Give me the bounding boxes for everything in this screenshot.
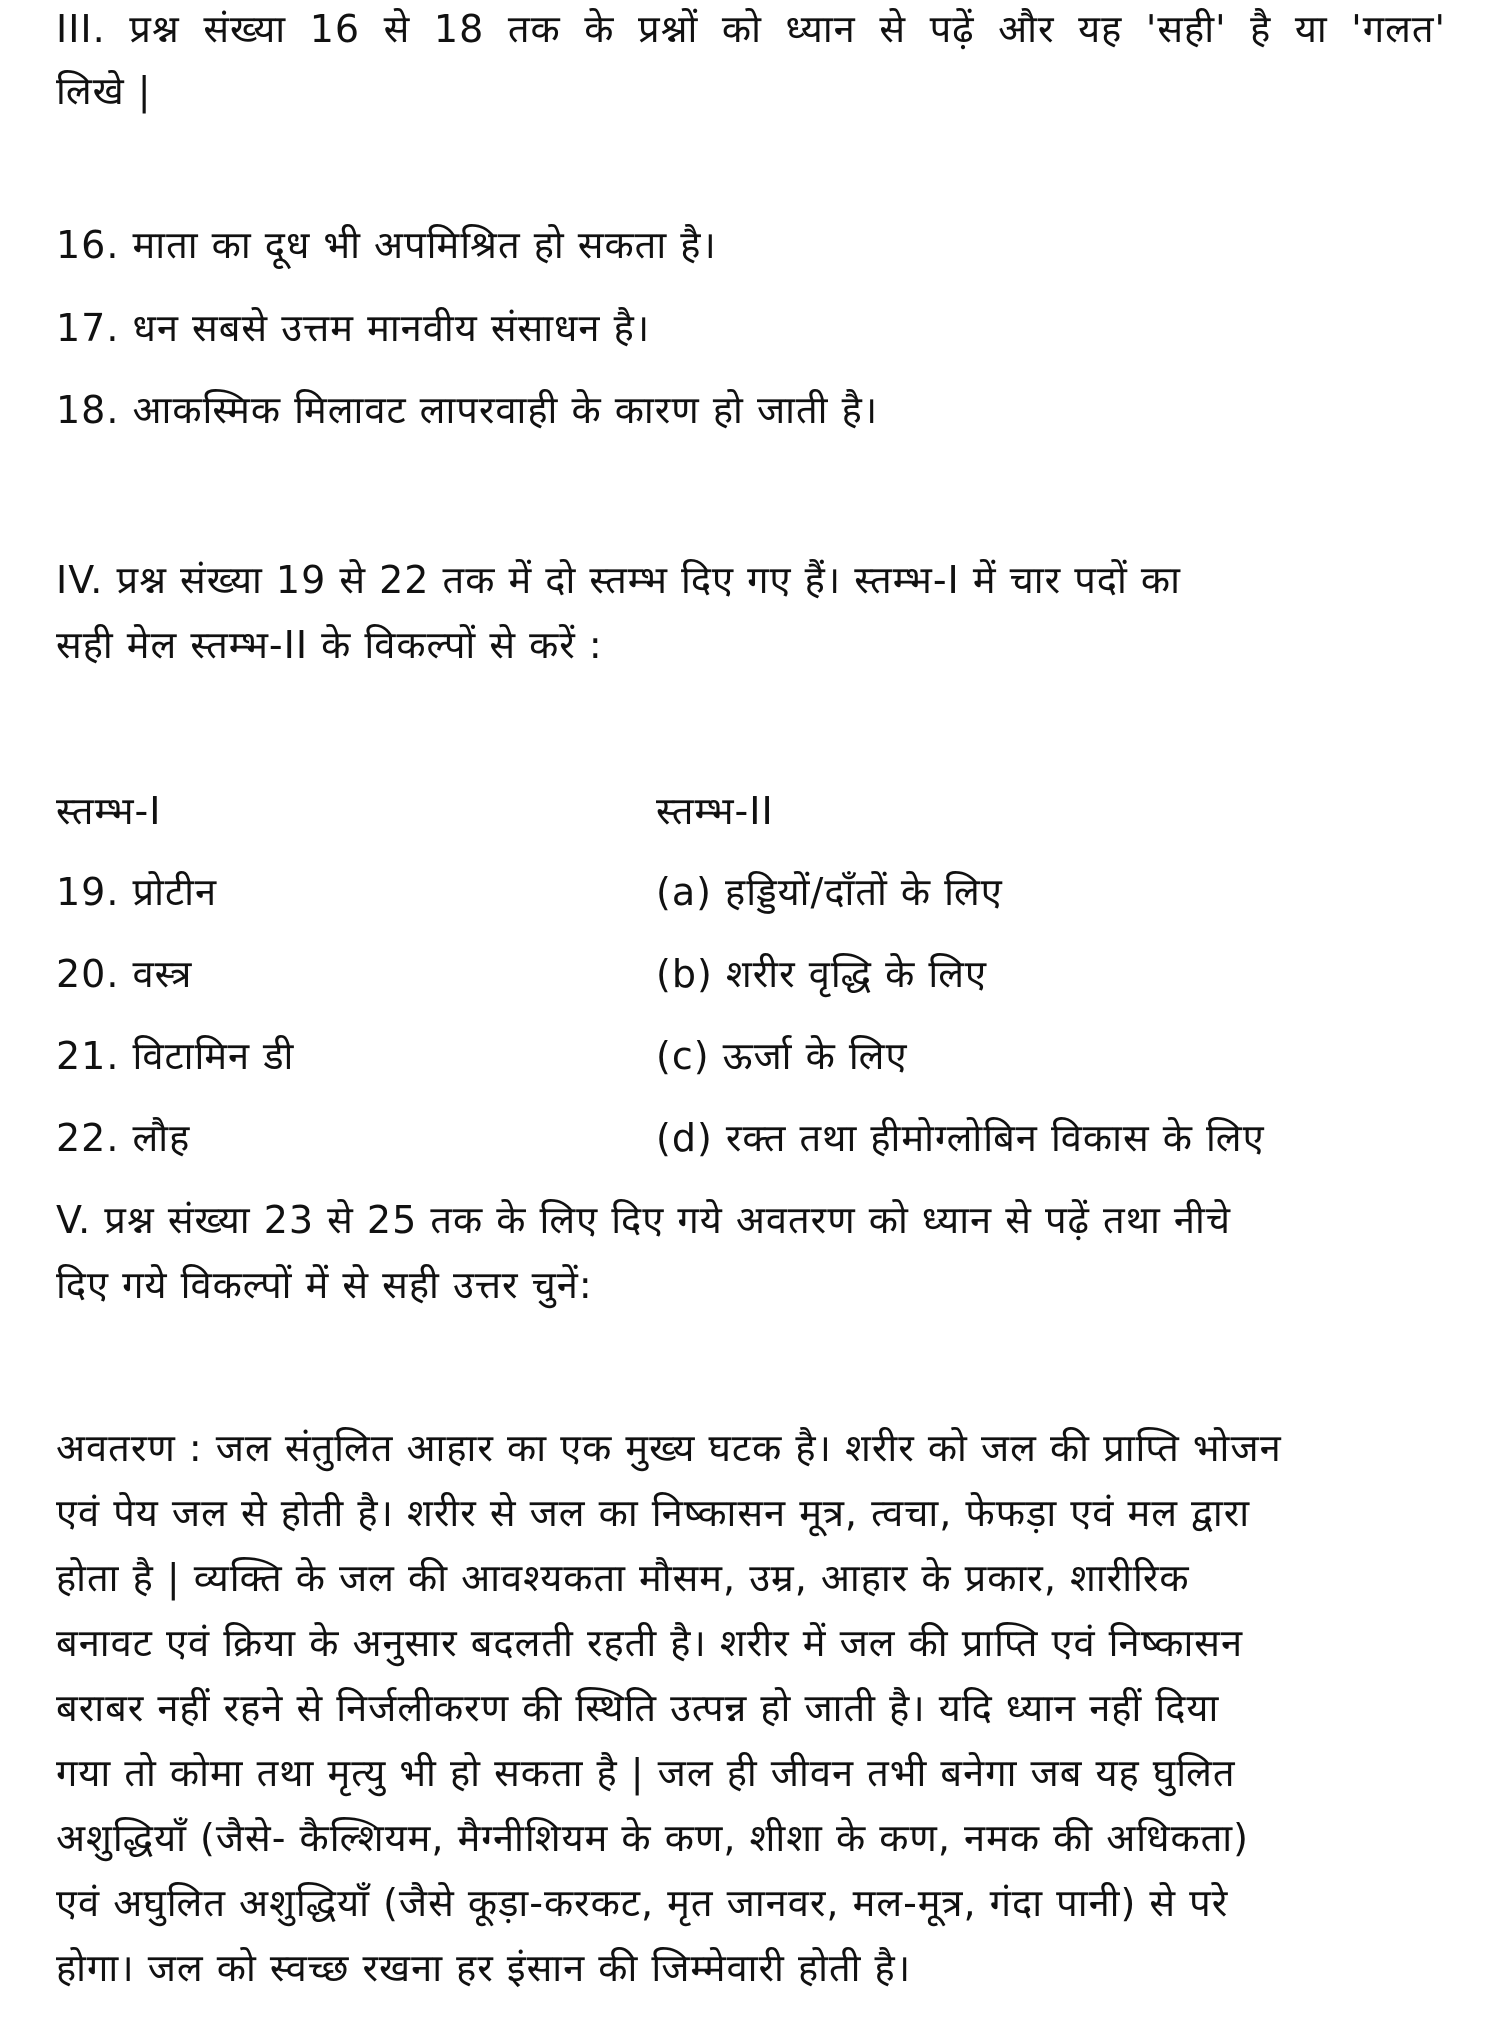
match-item-21: 21. विटामिन डी <box>56 1034 295 1078</box>
match-option-a: (a) हड्डियों/दाँतों के लिए <box>656 870 1003 914</box>
question-18: 18. आकस्मिक मिलावट लापरवाही के कारण हो जाती है। <box>56 388 879 432</box>
match-option-d: (d) रक्त तथा हीमोग्लोबिन विकास के लिए <box>656 1116 1265 1160</box>
section-4-instruction-line-2: सही मेल स्तम्भ-II के विकल्पों से करें : <box>56 623 603 667</box>
passage-line-9: होगा। जल को स्वच्छ रखना हर इंसान की जिम्मेवारी होती है। <box>56 1946 912 1990</box>
passage-line-3: होता है | व्यक्ति के जल की आवश्यकता मौसम, उम्र, आहार के प्रकार, शारीरिक <box>56 1556 1190 1600</box>
section-5-instruction-line-2: दिए गये विकल्पों में से सही उत्तर चुनें: <box>56 1263 593 1307</box>
passage-line-8: एवं अघुलित अशुद्धियाँ (जैसे कूड़ा-करकट, मृत जानवर, मल-मूत्र, गंदा पानी) से परे <box>56 1881 1229 1925</box>
passage-line-2: एवं पेय जल से होती है। शरीर से जल का निष्कासन मूत्र, त्वचा, फेफड़ा एवं मल द्वारा <box>56 1491 1251 1535</box>
section-4-instruction-line-1: IV. प्रश्न संख्या 19 से 22 तक में दो स्तम्भ दिए गए हैं। स्तम्भ-I में चार पदों का <box>56 558 1181 602</box>
question-17: 17. धन सबसे उत्तम मानवीय संसाधन है। <box>56 306 651 350</box>
match-item-22: 22. लौह <box>56 1116 191 1160</box>
section-5-instruction-line-1: V. प्रश्न संख्या 23 से 25 तक के लिए दिए गये अवतरण को ध्यान से पढ़ें तथा नीचे <box>56 1198 1231 1242</box>
section-3-instruction-line-1: III. प्रश्न संख्या 16 से 18 तक के प्रश्नों को ध्यान से पढ़ें और यह 'सही' है या 'गलत' <box>56 7 1446 51</box>
passage-line-6: गया तो कोमा तथा मृत्यु भी हो सकता है | जल ही जीवन तभी बनेगा जब यह घुलित <box>56 1751 1236 1795</box>
passage-line-1: अवतरण : जल संतुलित आहार का एक मुख्य घटक है। शरीर को जल की प्राप्ति भोजन <box>56 1426 1282 1470</box>
match-item-19: 19. प्रोटीन <box>56 870 218 914</box>
passage-line-7: अशुद्धियाँ (जैसे- कैल्शियम, मैग्नीशियम के कण, शीशा के कण, नमक की अधिकता) <box>56 1816 1249 1860</box>
match-item-20: 20. वस्त्र <box>56 952 193 996</box>
passage-line-5: बराबर नहीं रहने से निर्जलीकरण की स्थिति उत्पन्न हो जाती है। यदि ध्यान नहीं दिया <box>56 1686 1220 1730</box>
match-option-c: (c) ऊर्जा के लिए <box>656 1034 908 1078</box>
match-option-b: (b) शरीर वृद्धि के लिए <box>656 952 987 996</box>
column-1-header: स्तम्भ-I <box>56 789 162 833</box>
column-2-header: स्तम्भ-II <box>656 789 774 833</box>
section-3-instruction-line-2: लिखे | <box>56 69 152 113</box>
passage-line-4: बनावट एवं क्रिया के अनुसार बदलती रहती है। शरीर में जल की प्राप्ति एवं निष्कासन <box>56 1621 1244 1665</box>
question-16: 16. माता का दूध भी अपमिश्रित हो सकता है। <box>56 223 717 267</box>
